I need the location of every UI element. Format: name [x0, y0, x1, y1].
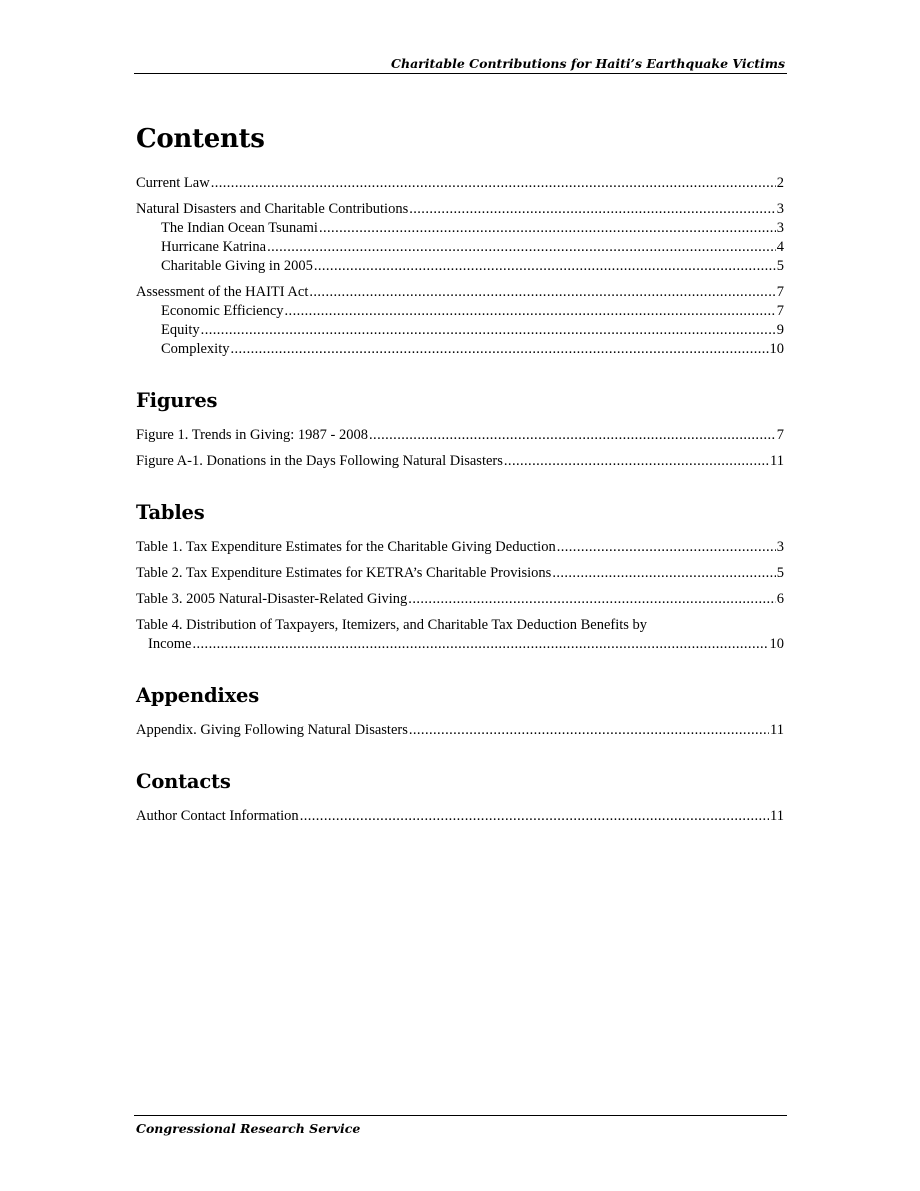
toc-entry-complexity[interactable]: Complexity ..... 10 [136, 340, 784, 359]
toc-entry-table-2[interactable]: Table 2. Tax Expenditure Estimates for KETRA’s Charitable Provisions ..... 5 [136, 564, 784, 583]
toc-entry-hurricane-katrina[interactable]: Hurricane Katrina ..... 4 [136, 238, 784, 257]
page-footer [134, 1115, 787, 1136]
figures-section [136, 389, 784, 471]
toc-entry-author-contact[interactable]: Author Contact Information ..... 11 [136, 807, 784, 826]
toc-entry-economic-efficiency[interactable]: Economic Efficiency ..... 7 [136, 302, 784, 321]
table-4-label-line2: Income [148, 636, 192, 652]
contacts-section [136, 770, 784, 826]
toc-entry-charitable-giving-2005[interactable]: Charitable Giving in 2005 ..... 5 [136, 257, 784, 276]
toc-entry-current-law[interactable]: Current Law ..... 2 [136, 174, 784, 193]
table-4-page: 10 [769, 636, 784, 652]
toc-entry-table-1[interactable]: Table 1. Tax Expenditure Estimates for the Charitable Giving Deduction ..... 3 [136, 538, 784, 557]
contents-heading: Contents [136, 124, 265, 154]
tables-heading: Tables [136, 501, 205, 524]
contacts-heading: Contacts [136, 770, 231, 793]
publisher-name: Congressional Research Service [136, 1121, 361, 1136]
toc-entry-figure-1[interactable]: Figure 1. Trends in Giving: 1987 - 2008 ..... 7 [136, 426, 784, 445]
running-title: Charitable Contributions for Haiti’s Earthquake Victims [391, 56, 785, 71]
toc-entry-assessment-haiti-act[interactable]: Assessment of the HAITI Act ..... 7 [136, 283, 784, 302]
table-4-label-line1: Table 4. Distribution of Taxpayers, Itemizers, and Charitable Tax Deduction Benefits by [136, 617, 648, 633]
toc-entry-natural-disasters[interactable]: Natural Disasters and Charitable Contributions ..... 3 [136, 200, 784, 219]
toc-entry-appendix[interactable]: Appendix. Giving Following Natural Disasters ..... 11 [136, 721, 784, 740]
appendixes-heading: Appendixes [136, 684, 260, 707]
appendixes-section [136, 684, 784, 740]
toc-entry-figure-a1[interactable]: Figure A-1. Donations in the Days Following Natural Disasters ..... 11 [136, 452, 784, 471]
figures-heading: Figures [136, 389, 218, 412]
toc-entry-table-4[interactable] [136, 616, 784, 654]
toc-entry-equity[interactable]: Equity ..... 9 [136, 321, 784, 340]
contents-list [136, 174, 784, 359]
toc-entry-indian-ocean-tsunami[interactable]: The Indian Ocean Tsunami ..... 3 [136, 219, 784, 238]
table-of-contents [136, 124, 784, 833]
page-header [134, 56, 787, 74]
toc-entry-table-3[interactable]: Table 3. 2005 Natural-Disaster-Related Giving ..... 6 [136, 590, 784, 609]
tables-section [136, 501, 784, 654]
